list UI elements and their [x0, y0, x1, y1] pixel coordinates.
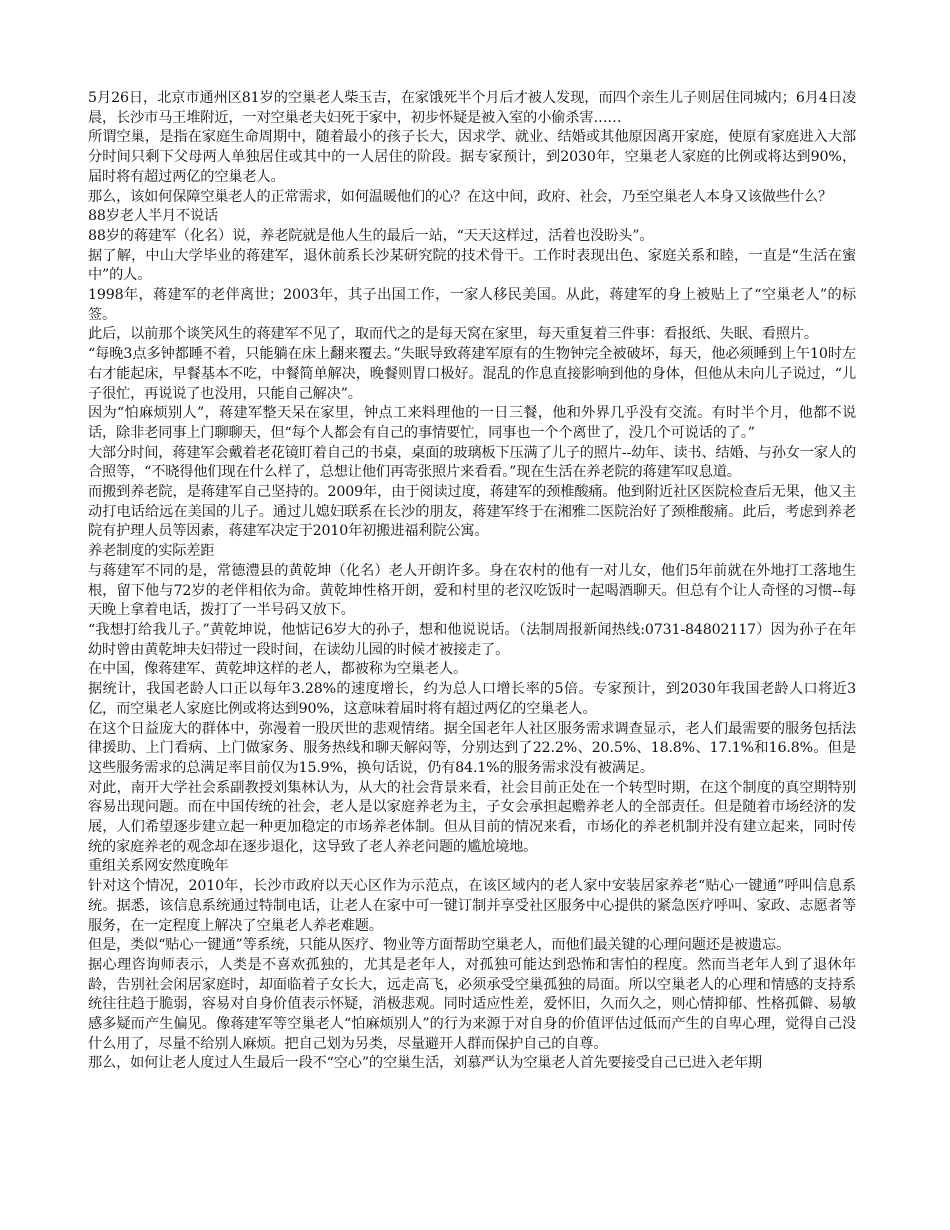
paragraph-18: 针对这个情况，2010年，长沙市政府以天心区作为示范点，在该区域内的老人家中安装居家养老“贴心一键通”呼叫信息系统。据悉，该信息系统通过特制电话，让老人在家中可一键订制并享受社区服务中心提供的紧急医疗呼叫、家政、志愿者等服务，在一定程度上解决了空巢老人养老难题。 [88, 878, 856, 934]
paragraph-6: 1998年，蒋建军的老伴离世；2003年，其子出国工作，一家人移民美国。从此，蒋建军的身上被贴上了“空巢老人”的标签。 [88, 287, 856, 323]
paragraph-21: 那么，如何让老人度过人生最后一段不“空心”的空巢生活，刘慕严认为空巢老人首先要接受自己已进入老年期 [88, 1055, 762, 1072]
paragraph-12: 与蒋建军不同的是，常德澧县的黄乾坤（化名）老人开朗许多。身在农村的他有一对儿女，他们5年前就在外地打工落地生根，留下他与72岁的老伴相依为命。黄乾坤性格开朗，爱和村里的老汉吃饭时一起喝酒聊天。但总有个让人奇怪的习惯--每天晚上拿着电话，拨打了一半号码又放下。 [88, 562, 856, 619]
paragraph-17: 对此，南开大学社会系副教授刘集林认为，从大的社会背景来看，社会目前正处在一个转型时期，在这个制度的真空期特别容易出现问题。而在中国传统的社会，老人是以家庭养老为主，子女会承担起赡养老人的全部责任。但是随着市场经济的发展，人们希望逐步建立起一种更加稳定的市场养老体制。但从目前的情况来看，市场化的养老机制并没有建立起来，同时传统的家庭养老的观念却在逐步退化，这导致了老人养老问题的尴尬境地。 [88, 779, 856, 855]
paragraph-20: 据心理咨询师表示，人类是不喜欢孤独的，尤其是老年人，对孤独可能达到恐怖和害怕的程度。然而当老年人到了退休年龄，告别社会闲居家庭时，却面临着子女长大，远走高飞，必须承受空巢孤独的局面。所以空巢老人的心理和情感的支持系统往往趋于脆弱，容易对自身价值表示怀疑，消极悲观。同时适应性差，爱怀旧，久而久之，则心情抑郁、性格孤僻、易敏感多疑而产生偏见。像蒋建军等空巢老人“怕麻烦别人”的行为来源于对自身的价值评估过低而产生的自卑心理，觉得自己没什么用了，尽量不给别人麻烦。把自己划为另类，尽量避开人群而保护自己的自尊。 [88, 956, 856, 1052]
paragraph-3: 那么，该如何保障空巢老人的正常需求，如何温暖他们的心？在这中间，政府、社会，乃至空巢老人本身又该做些什么？ [88, 188, 832, 205]
section-heading-2: 养老制度的实际差距 [88, 543, 215, 560]
paragraph-19: 但是，类似“贴心一键通”等系统，只能从医疗、物业等方面帮助空巢老人，而他们最关键的心理问题还是被遗忘。 [88, 937, 791, 954]
paragraph-8: “每晚3点多钟都睡不着，只能躺在床上翻来覆去。”失眠导致蒋建军原有的生物钟完全被破坏，每天，他必须睡到上午10时左右才能起床，早餐基本不吃，中餐简单解决，晚餐则胃口极好。混乱的作息直接影响到他的身体，但他从未向儿子说过，“儿子很忙，再说说了也没用，只能自己解决”。 [88, 346, 856, 402]
paragraph-2: 所谓空巢，是指在家庭生命周期中，随着最小的孩子长大，因求学、就业、结婚或其他原因离开家庭，使原有家庭进入大部分时间只剩下父母两人单独居住或其中的一人居住的阶段。据专家预计，到2030年，空巢老人家庭的比例或将达到90%，届时将有超过两亿的空巢老人。 [88, 129, 856, 185]
section-heading-1: 88岁老人半月不说话 [88, 208, 219, 225]
article-body [88, 89, 856, 1074]
paragraph-15: 据统计，我国老龄人口正以每年3.28%的速度增长，约为总人口增长率的5倍。专家预计，到2030年我国老龄人口将近3亿，而空巢老人家庭比例或将达到90%，这意味着届时将有超过两亿的空巢老人。 [88, 681, 856, 717]
section-heading-3: 重组关系网安然度晚年 [88, 858, 229, 875]
paragraph-14: 在中国，像蒋建军、黄乾坤这样的老人，都被称为空巢老人。 [88, 661, 468, 678]
paragraph-11: 而搬到养老院，是蒋建军自己坚持的。2009年，由于阅读过度，蒋建军的颈椎酸痛。他到附近社区医院检查后无果，他又主动打电话给远在美国的儿子。通过儿媳妇联系在长沙的朋友，蒋建军终于在湘雅二医院治好了颈椎酸痛。此后，考虑到养老院有护理人员等因素，蒋建军决定于2010年初搬进福利院公寓。 [88, 484, 856, 540]
paragraph-1: 5月26日，北京市通州区81岁的空巢老人柴玉吉，在家饿死半个月后才被人发现，而四个亲生儿子则居住同城内；6月4日凌晨，长沙市马王堆附近，一对空巢老夫妇死于家中，初步怀疑是被入室的小偷杀害…… [88, 90, 856, 126]
paragraph-16: 在这个日益庞大的群体中，弥漫着一股厌世的悲观情绪。据全国老年人社区服务需求调查显示，老人们最需要的服务包括法律援助、上门看病、上门做家务、服务热线和聊天解闷等，分别达到了22.2%、20.5%、18.8%、17.1%和16.8%。但是这些服务需求的总满足率目前仅为15.9%，换句话说，仍有84.1%的服务需求没有被满足。 [88, 720, 856, 776]
paragraph-7: 此后，以前那个谈笑风生的蒋建军不见了，取而代之的是每天窝在家里，每天重复着三件事：看报纸、失眠、看照片。 [88, 326, 818, 343]
paragraph-5: 据了解，中山大学毕业的蒋建军，退休前系长沙某研究院的技术骨干。工作时表现出色、家庭关系和睦，一直是“生活在蜜中”的人。 [88, 247, 856, 284]
paragraph-13: “我想打给我儿子。”黄乾坤说，他惦记6岁大的孙子，想和他说说话。（法制周报新闻热线:0731-84802117）因为孙子在年幼时曾由黄乾坤夫妇带过一段时间，在读幼儿园的时候才被接走了。 [88, 621, 856, 658]
paragraph-4: 88岁的蒋建军（化名）说，养老院就是他人生的最后一站，“天天这样过，活着也没盼头”。 [88, 227, 654, 244]
paragraph-10: 大部分时间，蒋建军会戴着老花镜盯着自己的书桌，桌面的玻璃板下压满了儿子的照片--幼年、读书、结婚、与孙女一家人的合照等，“不晓得他们现在什么样了，总想让他们再寄张照片来看看。”现在生活在养老院的蒋建军叹息道。 [88, 444, 856, 481]
paragraph-9: 因为“怕麻烦别人”，蒋建军整天呆在家里，钟点工来料理他的一日三餐，他和外界几乎没有交流。有时半个月，他都不说话，除非老同事上门聊聊天，但“每个人都会有自己的事情要忙，同事也一个个离世了，没几个可说话的了。” [88, 405, 856, 441]
